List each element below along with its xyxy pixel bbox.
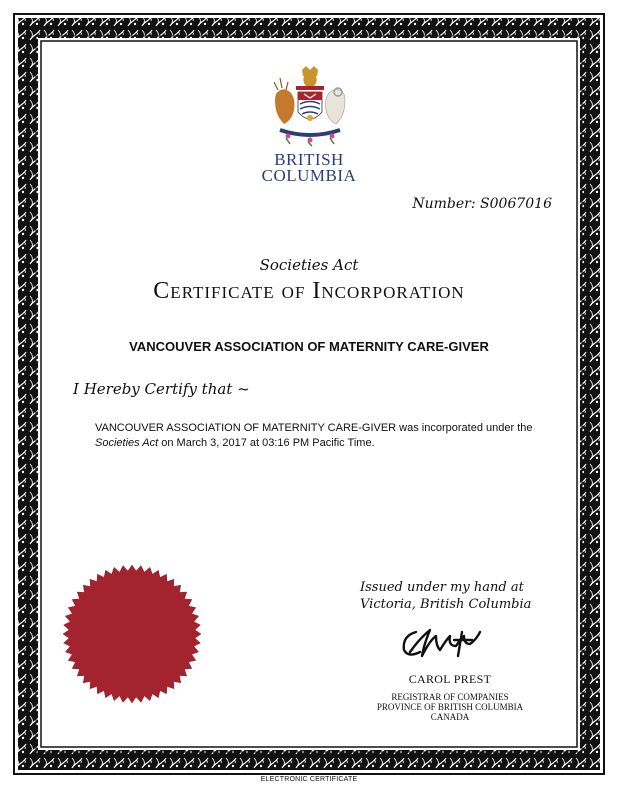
role-line-3: CANADA (430, 712, 470, 722)
handwritten-signature (398, 622, 498, 662)
number-label: Number: (412, 196, 476, 212)
issued-line-1: Issued under my hand at (360, 580, 524, 595)
brand-line-2: COLUMBIA (261, 166, 357, 185)
company-name: VANCOUVER ASSOCIATION OF MATERNITY CARE-GIVER (129, 339, 489, 354)
body-company: VANCOUVER ASSOCIATION OF MATERNITY CARE-GIVER (95, 422, 397, 434)
red-seal-icon (62, 564, 202, 704)
body-mid: was incorporated under the (396, 422, 533, 434)
registrar-title (350, 692, 550, 722)
certificate-number (412, 196, 552, 212)
coat-of-arms-icon (262, 64, 358, 148)
body-act: Societies Act (95, 437, 159, 449)
certificate-body (95, 421, 555, 451)
signer-name: CAROL PREST (408, 672, 492, 686)
act-heading: Societies Act (259, 256, 359, 274)
certificate-title: Certificate of Incorporation (153, 278, 465, 304)
brand-line-1: BRITISH (274, 150, 344, 169)
role-line-2: PROVINCE OF BRITISH COLUMBIA (376, 702, 524, 712)
body-end: on March 3, 2017 at 03:16 PM Pacific Time. (158, 437, 375, 449)
certify-heading: I Hereby Certify that ~ (73, 380, 250, 398)
electronic-certificate-label: ELECTRONIC CERTIFICATE (260, 776, 358, 783)
issued-statement (360, 579, 540, 613)
number-value: S0067016 (480, 196, 552, 212)
issued-line-2: Victoria, British Columbia (360, 597, 532, 612)
role-line-1: REGISTRAR OF COMPANIES (391, 692, 509, 702)
